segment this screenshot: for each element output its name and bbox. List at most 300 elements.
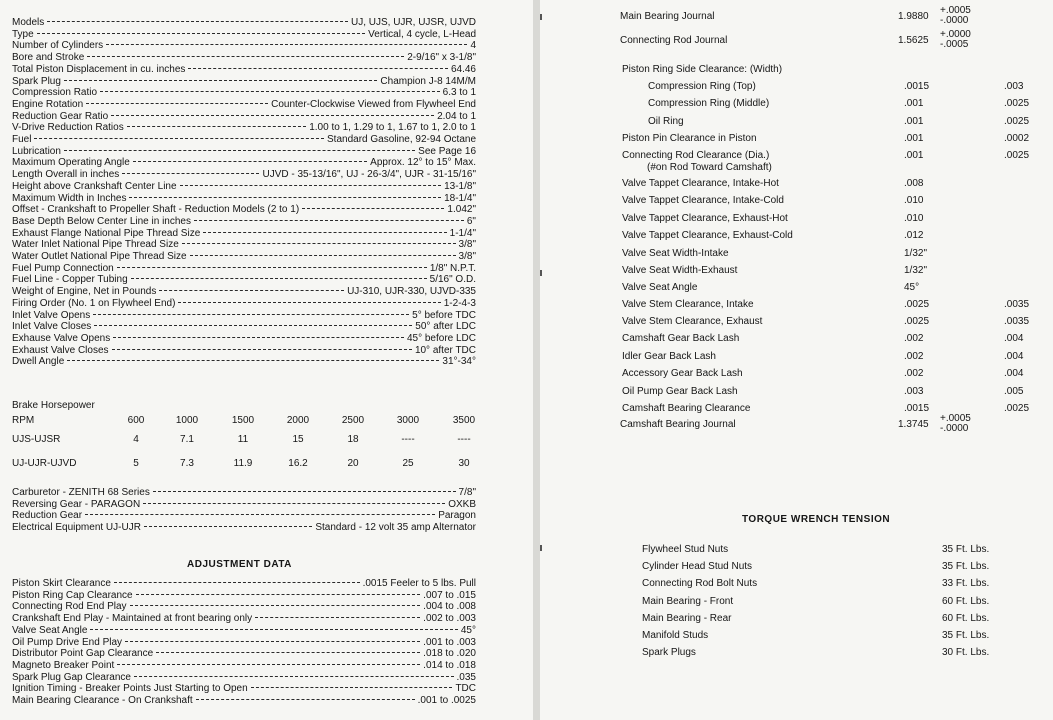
- clearance-row: [622, 212, 1052, 226]
- camshaft-bearing-journal-plus: +.0005: [940, 413, 971, 424]
- leader-dashes: [106, 44, 467, 45]
- spec-label: Inlet Valve Opens: [12, 309, 91, 321]
- spec-value: 1/8" N.P.T.: [429, 262, 476, 274]
- spec-label: Connecting Rod End Play: [12, 601, 127, 613]
- clearance-row: [622, 80, 1052, 94]
- ring-clearance-heading: Piston Ring Side Clearance: (Width): [622, 64, 783, 75]
- spec-row: [12, 590, 476, 602]
- spec-value: OXKB: [448, 498, 476, 510]
- bhp-cell: 25: [402, 458, 414, 469]
- spec-value: .001 to .003: [423, 636, 476, 648]
- clearance-row: [622, 298, 1052, 312]
- torque-value: 35 Ft. Lbs.: [942, 561, 990, 573]
- leader-dashes: [64, 150, 415, 151]
- bhp-cell: 18: [347, 434, 359, 445]
- spec-label: Fuel: [12, 134, 32, 145]
- leader-dashes: [190, 255, 456, 256]
- spec-row: [12, 111, 476, 123]
- spec-row: [12, 274, 476, 286]
- spec-row: [12, 578, 476, 590]
- leader-dashes: [182, 243, 456, 244]
- clearance-max: .004: [1004, 368, 1024, 379]
- spec-row: [12, 216, 476, 228]
- clearance-label: Idler Gear Back Lash: [622, 351, 716, 362]
- rod-journal-value: [898, 30, 988, 52]
- rod-journal-tolerance: [940, 30, 971, 50]
- rod-journal-label: Connecting Rod Journal: [620, 35, 728, 46]
- clearance-label: Valve Seat Width-Intake: [622, 248, 729, 259]
- spec-label: Reduction Gear Ratio: [12, 110, 109, 122]
- main-bearing-journal-label: Main Bearing Journal: [620, 11, 715, 22]
- leader-dashes: [87, 56, 404, 57]
- binding-mark: [540, 270, 542, 276]
- spec-row: [12, 660, 476, 672]
- torque-label: Connecting Rod Bolt Nuts: [642, 578, 758, 590]
- clearance-min: .002: [904, 351, 924, 362]
- clearance-row: [622, 385, 1052, 399]
- spec-label: Offset - Crankshaft to Propeller Shaft - Reduction Models (2 to 1): [12, 204, 300, 216]
- spec-row: [12, 637, 476, 649]
- spec-label: Inlet Valve Closes: [12, 321, 92, 333]
- clearance-label: Valve Tappet Clearance, Exhaust-Cold: [622, 230, 793, 241]
- rod-journal-minus: -.0005: [940, 39, 969, 50]
- clearance-min: .008: [904, 178, 924, 189]
- clearance-row: [622, 177, 1052, 191]
- spec-value: 31°-34°: [442, 356, 476, 368]
- spec-value: 1-1/4": [449, 227, 476, 239]
- torque-label: Cylinder Head Stud Nuts: [642, 561, 753, 573]
- bhp-row-label: UJS-UJSR: [12, 434, 61, 445]
- spec-label: Compression Ratio: [12, 87, 98, 99]
- spec-row: [12, 356, 476, 368]
- rpm-cell: 2000: [286, 415, 310, 426]
- spec-label: Base Depth Below Center Line in inches: [12, 215, 191, 227]
- bhp-cell: 11: [237, 434, 249, 445]
- spec-row: [12, 122, 476, 134]
- torque-value: 30 Ft. Lbs.: [942, 647, 990, 659]
- clearance-label: Piston Pin Clearance in Piston: [622, 133, 757, 144]
- spec-row: [12, 40, 476, 52]
- spec-value: 6": [466, 215, 476, 227]
- leader-dashes: [93, 314, 409, 315]
- spec-row: [12, 263, 476, 275]
- leader-dashes: [134, 676, 454, 677]
- spec-row: [12, 251, 476, 263]
- bhp-row: [12, 458, 482, 472]
- main-bearing-journal-minus: -.0000: [940, 15, 969, 26]
- camshaft-bearing-journal-minus: -.0000: [940, 423, 969, 434]
- spec-value: Paragon: [438, 510, 476, 522]
- spec-row: [12, 613, 476, 625]
- bhp-title: Brake Horsepower: [12, 400, 95, 411]
- spec-value: .004 to .008: [423, 601, 476, 613]
- main-bearing-journal-plus: +.0005: [940, 5, 971, 16]
- spec-row: [12, 683, 476, 695]
- torque-label: Main Bearing - Rear: [642, 612, 732, 624]
- spec-value: 3/8": [458, 239, 476, 251]
- torque-value: 35 Ft. Lbs.: [942, 630, 990, 641]
- torque-row: [642, 561, 1022, 575]
- leader-dashes: [37, 33, 365, 34]
- clearance-label: Connecting Rod Clearance (Dia.): [622, 150, 770, 161]
- clearance-label: Valve Tappet Clearance, Intake-Hot: [622, 178, 779, 189]
- spec-row: [12, 17, 476, 29]
- spec-row: [12, 64, 476, 76]
- spec-value: TDC: [455, 683, 476, 695]
- leader-dashes: [122, 173, 259, 174]
- torque-row: [642, 578, 1022, 592]
- spec-label: Water Inlet National Pipe Thread Size: [12, 239, 179, 251]
- spec-value: 2-9/16" x 3-1/8": [407, 52, 476, 64]
- clearance-min: .003: [904, 386, 924, 397]
- spec-row: [12, 672, 476, 684]
- leader-dashes: [90, 629, 457, 630]
- spec-label: Spark Plug Gap Clearance: [12, 671, 131, 683]
- spec-label: Oil Pump Drive End Play: [12, 636, 123, 648]
- spec-row: [12, 601, 476, 613]
- spec-label: Length Overall in inches: [12, 169, 120, 181]
- clearance-max: .0035: [1004, 316, 1030, 327]
- spec-value: .007 to .015: [423, 589, 476, 601]
- clearance-min: .012: [904, 230, 924, 241]
- spec-label: Bore and Stroke: [12, 52, 85, 64]
- leader-dashes: [85, 514, 435, 515]
- spec-value: UJ, UJS, UJR, UJSR, UJVD: [350, 17, 476, 28]
- leader-dashes: [156, 652, 420, 653]
- spec-row: [12, 510, 476, 522]
- spec-label: Distributor Point Gap Clearance: [12, 648, 154, 660]
- clearance-min: 1/32": [904, 265, 928, 276]
- bhp-cell: 11.9: [233, 458, 253, 469]
- spec-value: 1.042": [447, 204, 476, 216]
- leader-dashes: [203, 232, 446, 233]
- clearance-label: Valve Tappet Clearance, Intake-Cold: [622, 195, 784, 206]
- leader-dashes: [178, 302, 440, 303]
- spec-value: .035: [456, 671, 476, 683]
- torque-label: Main Bearing - Front: [642, 595, 734, 607]
- rod-note: (#on Rod Toward Camshaft): [647, 162, 772, 173]
- spec-row: [12, 522, 476, 534]
- spec-row: [12, 625, 476, 637]
- clearance-min: .010: [904, 213, 924, 224]
- right-page: [540, 0, 1053, 720]
- spec-value: 6.3 to 1: [442, 87, 476, 99]
- spec-value: Champion J-8 14M/M: [380, 75, 476, 87]
- spec-value: UJVD - 35-13/16", UJ - 26-3/4", UJR - 31-15/16": [262, 169, 476, 181]
- clearance-row: [622, 97, 1052, 111]
- main-bearing-journal-tolerance: [940, 6, 971, 26]
- spec-row: [12, 99, 476, 111]
- spec-value: Standard - 12 volt 35 amp Alternator: [315, 522, 476, 534]
- spec-label: Height above Crankshaft Center Line: [12, 180, 177, 192]
- spec-row: [12, 695, 476, 707]
- spec-value: 1-2-4-3: [443, 297, 476, 309]
- spec-label: Ignition Timing - Breaker Points Just Starting to Open: [12, 683, 248, 695]
- page-gutter: [533, 0, 540, 720]
- leader-dashes: [159, 290, 344, 291]
- spec-label: Lubrication: [12, 145, 61, 157]
- torque-value: 60 Ft. Lbs.: [942, 595, 990, 607]
- rpm-cell: 1500: [231, 415, 255, 426]
- torque-label: Flywheel Stud Nuts: [642, 544, 729, 555]
- clearance-label: Valve Tappet Clearance, Exhaust-Hot: [622, 213, 788, 224]
- spec-row: [12, 76, 476, 88]
- leader-dashes: [136, 594, 421, 595]
- leader-dashes: [47, 21, 348, 22]
- clearance-max: .0035: [1004, 299, 1030, 310]
- bhp-cell: 4: [133, 434, 139, 445]
- spec-value: 3/8": [458, 251, 476, 262]
- clearance-row: [622, 315, 1052, 329]
- leader-dashes: [130, 605, 421, 606]
- bhp-row-label: UJ-UJR-UJVD: [12, 458, 77, 469]
- spec-label: Weight of Engine, Net in Pounds: [12, 286, 157, 298]
- clearance-row: [622, 367, 1052, 381]
- leader-dashes: [196, 699, 415, 700]
- leader-dashes: [100, 91, 440, 92]
- rpm-cell: 600: [127, 415, 145, 426]
- camshaft-bearing-journal-tolerance: [940, 414, 971, 434]
- clearance-max: .0025: [1004, 116, 1030, 127]
- leader-dashes: [94, 325, 412, 326]
- clearance-label: Oil Pump Gear Back Lash: [622, 386, 738, 397]
- spec-label: Type: [12, 28, 34, 40]
- rod-journal-plus: +.0000: [940, 29, 971, 40]
- clearance-label: Camshaft Bearing Clearance: [622, 403, 751, 414]
- spec-label: Number of Cylinders: [12, 40, 104, 52]
- clearance-label: Oil Ring: [648, 116, 684, 127]
- rpm-cell: 3500: [452, 415, 476, 426]
- camshaft-bearing-journal-base: 1.3745: [898, 419, 929, 430]
- clearance-row: [622, 132, 1052, 146]
- camshaft-bearing-journal-value: [898, 414, 988, 436]
- clearance-label: Valve Stem Clearance, Intake: [622, 299, 754, 310]
- clearance-min: .002: [904, 368, 924, 379]
- clearance-row: [622, 350, 1052, 364]
- leader-dashes: [111, 115, 434, 116]
- spec-label: Reversing Gear - PARAGON: [12, 498, 141, 510]
- spec-label: Exhause Valve Opens: [12, 332, 111, 344]
- torque-value: 35 Ft. Lbs.: [942, 544, 990, 555]
- clearance-min: 45°: [904, 282, 920, 293]
- spec-row: [12, 321, 476, 333]
- spec-value: Approx. 12° to 15° Max.: [370, 157, 476, 169]
- leader-dashes: [131, 278, 427, 279]
- spec-value: 10° after TDC: [414, 344, 476, 356]
- torque-row: [642, 596, 1022, 610]
- spec-row: [12, 286, 476, 298]
- torque-row: [642, 647, 1022, 661]
- bhp-cell: ----: [401, 434, 415, 445]
- spec-row: [12, 29, 476, 41]
- rod-journal-base: 1.5625: [898, 35, 929, 46]
- main-bearing-journal-value: [898, 6, 988, 28]
- clearance-row: [622, 229, 1052, 243]
- spec-value: 45°: [460, 624, 476, 636]
- clearance-row: [622, 264, 1052, 278]
- clearance-row: [622, 247, 1052, 261]
- spec-value: 13-1/8": [444, 180, 476, 192]
- clearance-max: .0002: [1004, 133, 1030, 144]
- clearance-min: .001: [904, 98, 924, 109]
- spec-value: 18-1/4": [444, 192, 476, 204]
- leader-dashes: [86, 103, 268, 104]
- leader-dashes: [180, 185, 442, 186]
- leader-dashes: [251, 687, 453, 688]
- bhp-cell: 30: [458, 458, 470, 469]
- leader-dashes: [112, 349, 412, 350]
- spec-row: [12, 193, 476, 205]
- spec-value: .014 to .018: [423, 659, 476, 671]
- clearance-label: Valve Seat Width-Exhaust: [622, 265, 738, 276]
- spec-label: Crankshaft End Play - Maintained at front bearing only: [12, 613, 253, 625]
- spec-label: Dwell Angle: [12, 356, 65, 368]
- clearance-min: .001: [904, 133, 924, 144]
- spec-row: [12, 499, 476, 511]
- spec-label: Maximum Operating Angle: [12, 157, 130, 169]
- spec-row: [12, 310, 476, 322]
- clearance-row: [622, 115, 1052, 129]
- spec-row: [12, 228, 476, 240]
- clearance-max: .0025: [1004, 150, 1030, 161]
- leader-dashes: [194, 220, 464, 221]
- clearance-row: [622, 194, 1052, 208]
- leader-dashes: [129, 197, 441, 198]
- torque-row: [642, 630, 1022, 644]
- leader-dashes: [113, 337, 404, 338]
- leader-dashes: [64, 80, 377, 81]
- spec-value: 2.04 to 1: [437, 110, 476, 122]
- spec-row: [12, 487, 476, 499]
- leader-dashes: [143, 503, 445, 504]
- binding-mark: [540, 545, 542, 551]
- clearance-min: .002: [904, 333, 924, 344]
- bhp-header-row: [12, 415, 482, 429]
- spec-value: Vertical, 4 cycle, L-Head: [368, 28, 476, 40]
- clearance-min: .0015: [904, 403, 930, 414]
- clearance-min: .0025: [904, 316, 930, 327]
- spec-row: [12, 239, 476, 251]
- spec-label: Reduction Gear: [12, 510, 83, 522]
- spec-row: [12, 333, 476, 345]
- torque-row: [642, 544, 1022, 558]
- rpm-cell: 1000: [175, 415, 199, 426]
- leader-dashes: [153, 491, 456, 492]
- camshaft-bearing-journal-label: Camshaft Bearing Journal: [620, 419, 736, 430]
- main-bearing-journal-base: 1.9880: [898, 11, 929, 22]
- spec-row: [12, 87, 476, 99]
- spec-value: 64.46: [450, 63, 476, 75]
- spec-label: Exhaust Valve Closes: [12, 344, 109, 356]
- spec-row: [12, 169, 476, 181]
- clearance-max: .0025: [1004, 98, 1030, 109]
- spec-value: .0015 Feeler to 5 lbs. Pull: [362, 578, 476, 589]
- spec-value: 4: [470, 40, 476, 52]
- spec-label: Maximum Width in Inches: [12, 192, 127, 204]
- leader-dashes: [127, 126, 306, 127]
- torque-value: 60 Ft. Lbs.: [942, 612, 990, 624]
- spec-label: Main Bearing Clearance - On Crankshaft: [12, 695, 193, 706]
- clearance-label: Valve Stem Clearance, Exhaust: [622, 316, 763, 327]
- rpm-cell: 3000: [396, 415, 420, 426]
- clearance-row: [622, 149, 1052, 163]
- clearance-min: .010: [904, 195, 924, 206]
- spec-value: 50° after LDC: [415, 321, 476, 333]
- clearance-max: .0025: [1004, 403, 1030, 414]
- adjustment-heading: ADJUSTMENT DATA: [187, 559, 292, 570]
- clearance-row: [622, 332, 1052, 346]
- clearance-max: .003: [1004, 81, 1024, 92]
- spec-row: [12, 181, 476, 193]
- spec-label: V-Drive Reduction Ratios: [12, 122, 124, 134]
- spec-row: [12, 298, 476, 310]
- leader-dashes: [144, 526, 312, 527]
- rpm-cell: 2500: [341, 415, 365, 426]
- bhp-cell: 7.3: [180, 458, 194, 469]
- clearance-min: .001: [904, 150, 924, 161]
- bhp-cell: 20: [347, 458, 359, 469]
- torque-label: Spark Plugs: [642, 647, 696, 659]
- clearance-label: Camshaft Gear Back Lash: [622, 333, 740, 344]
- spec-value: .002 to .003: [423, 613, 476, 625]
- leader-dashes: [302, 208, 444, 209]
- leader-dashes: [67, 360, 439, 361]
- clearance-min: .0015: [904, 81, 930, 92]
- leader-dashes: [133, 161, 367, 162]
- spec-row: [12, 204, 476, 216]
- clearance-max: .005: [1004, 386, 1024, 397]
- bhp-header-label: RPM: [12, 415, 35, 426]
- spec-label: Fuel Pump Connection: [12, 262, 114, 274]
- spec-value: UJ-310, UJR-330, UJVD-335: [347, 286, 476, 298]
- spec-value: Standard Gasoline, 92-94 Octane: [327, 134, 476, 145]
- spec-value: 5° before TDC: [412, 309, 476, 321]
- spec-value: 1.00 to 1, 1.29 to 1, 1.67 to 1, 2.0 to 1: [309, 122, 476, 134]
- spec-label: Piston Ring Cap Clearance: [12, 589, 133, 601]
- spec-row: [12, 134, 476, 146]
- spec-row: [12, 157, 476, 169]
- spec-label: Models: [12, 17, 45, 28]
- bhp-cell: 15: [292, 434, 304, 445]
- leader-dashes: [34, 138, 324, 139]
- spec-value: See Page 16: [418, 145, 476, 157]
- spec-label: Magneto Breaker Point: [12, 659, 115, 671]
- spec-label: Carburetor - ZENITH 68 Series: [12, 487, 150, 498]
- spec-label: Firing Order (No. 1 on Flywheel End): [12, 297, 176, 309]
- spec-row: [12, 648, 476, 660]
- clearance-row: [622, 281, 1052, 295]
- torque-label: Manifold Studs: [642, 630, 709, 641]
- clearance-min: .001: [904, 116, 924, 127]
- bhp-cell: ----: [457, 434, 471, 445]
- leader-dashes: [125, 641, 420, 642]
- bhp-cell: 5: [133, 458, 139, 469]
- torque-value: 33 Ft. Lbs.: [942, 578, 990, 590]
- spec-value: 7/8": [458, 487, 476, 498]
- clearance-max: .004: [1004, 351, 1024, 362]
- spec-label: Piston Skirt Clearance: [12, 578, 111, 589]
- clearance-label: Accessory Gear Back Lash: [622, 368, 743, 379]
- spec-label: Engine Rotation: [12, 98, 84, 110]
- spec-row: [12, 146, 476, 158]
- clearance-label: Compression Ring (Top): [648, 81, 756, 92]
- bhp-cell: 7.1: [180, 434, 194, 445]
- leader-dashes: [117, 664, 420, 665]
- leader-dashes: [114, 582, 360, 583]
- spec-label: Total Piston Displacement in cu. inches: [12, 63, 186, 75]
- clearance-min: .0025: [904, 299, 930, 310]
- leader-dashes: [188, 68, 448, 69]
